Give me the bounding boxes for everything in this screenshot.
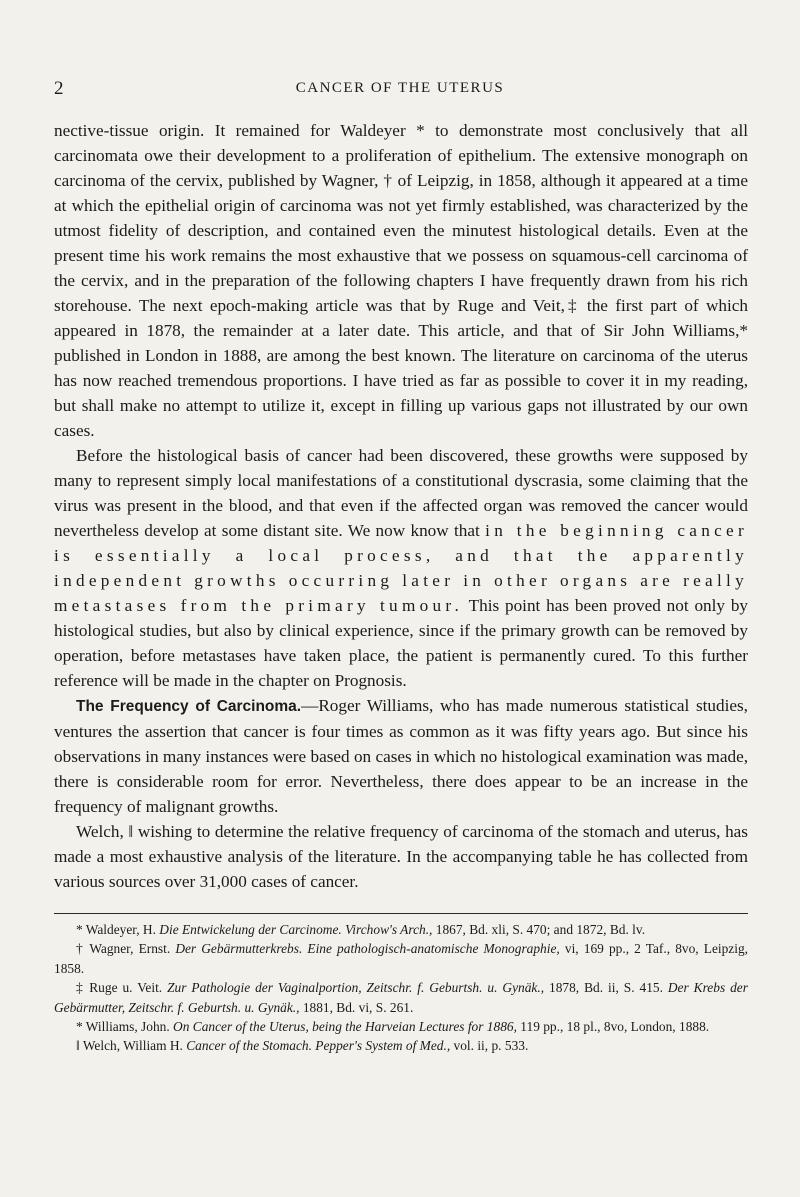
page-number: 2 bbox=[54, 78, 64, 99]
footnote-title: Der Gebärmutterkrebs. Eine pathologisch-anatomische Monographie, bbox=[175, 941, 560, 957]
footnote-details-2: 1881, Bd. vi, S. 261. bbox=[299, 999, 414, 1015]
footnote-author: * Waldeyer, H. bbox=[76, 922, 160, 937]
footnote-title-2: Der Krebs der Gebärmutter, Zeitschr. f. Geburtsh. u. Gynäk., bbox=[54, 980, 748, 1015]
footnote-rule bbox=[54, 913, 748, 914]
footnote-ruge-veit bbox=[54, 978, 748, 1017]
paragraph-1: nective-tissue origin. It remained for Waldeyer * to demonstrate most conclusively that all carcinomata owe their development to a proliferation of epithelium. The extensive monograph on carcinoma of the cervix, published by Wagner, † of Leipzig, in 1858, although it appeared at a time at which the epithelial origin of carcinoma was not yet firmly established, was characterized by the utmost fidelity of description, and contained even the minutest histological details. Even at the present time his work remains the most exhaustive that we possess on squamous-cell carcinoma of the cervix, and in the preparation of the following chapters I have frequently drawn from his rich storehouse. The next epoch-making article was that by Ruge and Veit,‡ the first part of which appeared in 1878, the remainder at a later date. This article, and that of Sir John Williams,* published in London in 1888, are among the best known. The literature on carcinoma of the uterus has now reached tremendous proportions. I have tried as far as possible to cover it in my reading, but shall make no attempt to utilize it, except in filling up various gaps not illustrated by our own cases. bbox=[54, 121, 748, 440]
body-text bbox=[54, 118, 748, 894]
footnote-title: Zur Pathologie der Vaginalportion, Zeitschr. f. Geburtsh. u. Gynäk., bbox=[167, 980, 545, 996]
footnote-title: Cancer of the Stomach. Pepper's System of Med., bbox=[186, 1038, 451, 1054]
footnote-details: vol. ii, p. 533. bbox=[450, 1038, 529, 1054]
footnote-author: ‖ Welch, William H. bbox=[76, 1038, 187, 1054]
footnotes bbox=[54, 920, 748, 1056]
footnote-title: On Cancer of the Uterus, being the Harveian Lectures for 1886, bbox=[173, 1019, 517, 1035]
footnote-author: † Wagner, Ernst. bbox=[76, 941, 176, 957]
footnote-author: ‡ Ruge u. Veit. bbox=[76, 980, 168, 996]
running-title: CANCER OF THE UTERUS bbox=[295, 80, 505, 96]
footnote-details: 119 pp., 18 pl., 8vo, London, 1888. bbox=[516, 1019, 710, 1035]
paragraph-4: Welch, ‖ wishing to determine the relative frequency of carcinoma of the stomach and uterus, has made a most exhaustive analysis of the literature. In the accompanying table he has collected from various sources over 31,000 cases of cancer. bbox=[54, 822, 748, 891]
section-heading: The Frequency of Carcinoma. bbox=[76, 698, 302, 715]
footnote-title: Die Entwickelung der Carcinome. Virchow's Arch., bbox=[159, 922, 433, 937]
footnote-author: * Williams, John. bbox=[76, 1019, 174, 1035]
paragraph-3-text: —Roger Williams, who has made numerous statistical studies, ventures the assertion that cancer is four times as common as it was fifty years ago. But since his observations in many instances were based on cases in which no histological examination was made, there is considerable room for error. Nevertheless, there does appear to be an increase in the frequency of malignant growths. bbox=[54, 696, 748, 816]
paragraph-2-lead: Before the histological basis of cancer had been discovered, these growths were supposed by many to represent simply local manifestations of a constitutional dyscrasia, some claiming that the virus was present in the blood, and that even if the affected organ was removed the cancer would nevertheless develop at some distant site. We now know that bbox=[54, 446, 748, 540]
footnote-williams bbox=[54, 1017, 748, 1036]
paragraph-2 bbox=[54, 443, 748, 693]
footnote-details: vi, 169 pp., 2 Taf., 8vo, Leipzig, 1858. bbox=[54, 941, 749, 976]
footnote-waldeyer bbox=[54, 920, 748, 939]
running-head bbox=[54, 78, 746, 102]
paragraph-3 bbox=[54, 693, 748, 819]
emphasized-statement: in the beginning cancer is essentially a local process, and that the apparently independent growths occurring later in other organs are really metastases from the primary tumour. bbox=[54, 521, 748, 615]
footnote-details: 1867, Bd. xli, S. 470; and 1872, Bd. lv. bbox=[432, 922, 646, 937]
paragraph-2-tail: This point has been proved not only by histological studies, but also by clinical experience, since if the primary growth can be removed by operation, before metastases have taken place, the patient is permanently cured. To this further reference will be made in the chapter on Prognosis. bbox=[54, 596, 749, 690]
footnote-welch bbox=[54, 1036, 748, 1055]
footnote-wagner bbox=[54, 939, 748, 978]
footnote-details: 1878, Bd. ii, S. 415. bbox=[544, 980, 668, 996]
